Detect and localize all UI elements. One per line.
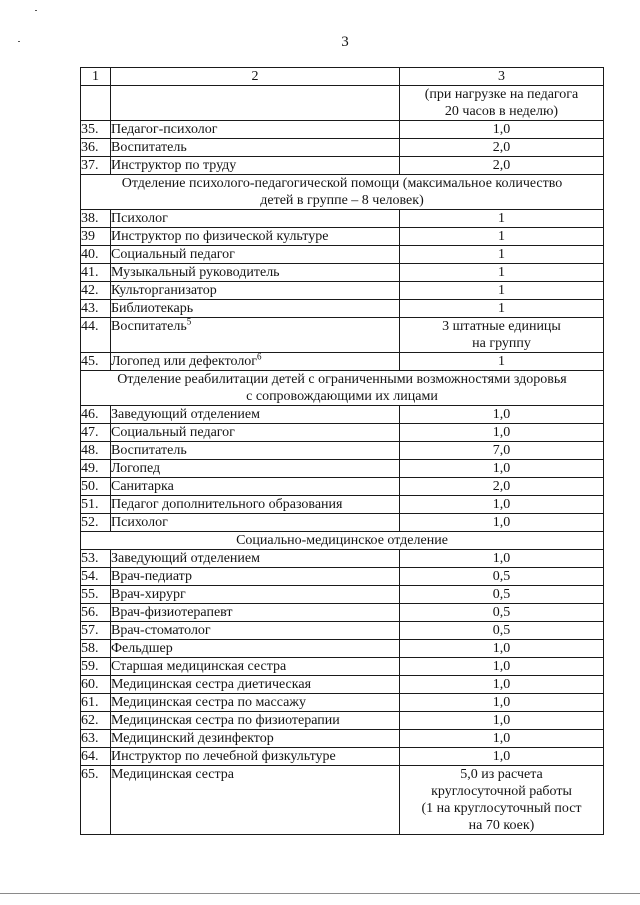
table-row xyxy=(81,604,604,622)
staff-units-value: 1 xyxy=(400,282,604,300)
table-row xyxy=(81,712,604,730)
row-number: 43. xyxy=(81,300,111,318)
position-name: Культорганизатор xyxy=(111,283,217,298)
staff-units-value: 1,0 xyxy=(400,694,604,712)
staff-units-value: 0,5 xyxy=(400,586,604,604)
row-number: 58. xyxy=(81,640,111,658)
table-row xyxy=(81,424,604,442)
table-row xyxy=(81,478,604,496)
row-number: 55. xyxy=(81,586,111,604)
table-row xyxy=(81,157,604,175)
scan-bottom-edge xyxy=(0,893,640,894)
position-cell xyxy=(111,568,400,586)
position-cell xyxy=(111,496,400,514)
staff-units-value: 1,0 xyxy=(400,121,604,139)
column-header-3: 3 xyxy=(400,68,604,86)
table-row xyxy=(81,318,604,353)
staff-units-value: 2,0 xyxy=(400,478,604,496)
position-name: Врач-стоматолог xyxy=(111,623,211,638)
position-name: Инструктор по лечебной физкультуре xyxy=(111,749,336,764)
staff-units-value: 1,0 xyxy=(400,406,604,424)
position-name: Врач-педиатр xyxy=(111,569,192,584)
staff-units-value: 1,0 xyxy=(400,712,604,730)
table-row xyxy=(81,264,604,282)
staff-units-value: 1,0 xyxy=(400,730,604,748)
staff-units-value: 1,0 xyxy=(400,424,604,442)
position-name: Социальный педагог xyxy=(111,425,235,440)
scan-speck xyxy=(35,10,37,11)
staff-units-value: 1 xyxy=(400,228,604,246)
staff-units-value: 1,0 xyxy=(400,640,604,658)
table-row xyxy=(81,694,604,712)
staff-units-value: 1 xyxy=(400,353,604,371)
table-row xyxy=(81,121,604,139)
table-row xyxy=(81,730,604,748)
position-cell xyxy=(111,246,400,264)
staff-units-value: 1 xyxy=(400,246,604,264)
column-header-2: 2 xyxy=(111,68,400,86)
staff-units-value: 7,0 xyxy=(400,442,604,460)
position-name: Воспитатель xyxy=(111,140,187,155)
position-name: Педагог-психолог xyxy=(111,122,218,137)
staff-units-value: 1 xyxy=(400,300,604,318)
row-number: 54. xyxy=(81,568,111,586)
row-number: 41. xyxy=(81,264,111,282)
row-number: 56. xyxy=(81,604,111,622)
position-cell xyxy=(111,730,400,748)
position-cell xyxy=(111,282,400,300)
position-cell xyxy=(111,157,400,175)
position-name: Медицинский дезинфектор xyxy=(111,731,274,746)
staff-units-value: 0,5 xyxy=(400,568,604,586)
position-name: Медицинская сестра диетическая xyxy=(111,677,312,692)
row-number: 38. xyxy=(81,210,111,228)
position-cell xyxy=(111,712,400,730)
position-cell xyxy=(111,460,400,478)
footnote-marker: 6 xyxy=(257,351,262,362)
section-row xyxy=(81,175,604,210)
staff-units-value: 1,0 xyxy=(400,460,604,478)
position-name: Социальный педагог xyxy=(111,247,235,262)
row-number: 46. xyxy=(81,406,111,424)
table-row xyxy=(81,496,604,514)
table-row xyxy=(81,300,604,318)
staff-units-value: (при нагрузке на педагога 20 часов в неделю) xyxy=(400,86,604,121)
table-row xyxy=(81,676,604,694)
row-number: 60. xyxy=(81,676,111,694)
position-cell xyxy=(111,139,400,157)
position-cell xyxy=(111,748,400,766)
position-cell xyxy=(111,622,400,640)
position-name: Психолог xyxy=(111,211,168,226)
row-number: 52. xyxy=(81,514,111,532)
row-number: 36. xyxy=(81,139,111,157)
position-cell xyxy=(111,694,400,712)
table-row xyxy=(81,550,604,568)
position-cell xyxy=(111,318,400,353)
scan-speck xyxy=(18,41,20,42)
position-cell xyxy=(111,658,400,676)
row-number: 64. xyxy=(81,748,111,766)
position-name: Библиотекарь xyxy=(111,301,194,316)
position-name: Инструктор по труду xyxy=(111,158,237,173)
position-cell xyxy=(111,86,400,121)
position-name: Воспитатель xyxy=(111,319,187,334)
footnote-marker: 5 xyxy=(186,316,192,327)
row-number: 61. xyxy=(81,694,111,712)
row-number: 63. xyxy=(81,730,111,748)
staff-units-value: 1,0 xyxy=(400,514,604,532)
position-name: Инструктор по физической культуре xyxy=(111,229,329,244)
table-row xyxy=(81,766,604,835)
position-name: Логопед или дефектолог xyxy=(111,354,258,369)
staff-units-value: 5,0 из расчета круглосуточной работы (1 на круглосуточный пост на 70 коек) xyxy=(400,766,604,835)
staff-units-value: 0,5 xyxy=(400,604,604,622)
table-row xyxy=(81,353,604,371)
position-cell xyxy=(111,300,400,318)
staff-units-value: 0,5 xyxy=(400,622,604,640)
row-number: 50. xyxy=(81,478,111,496)
row-number: 57. xyxy=(81,622,111,640)
table-row xyxy=(81,640,604,658)
position-cell xyxy=(111,424,400,442)
page-number: 3 xyxy=(341,34,349,50)
row-number: 65. xyxy=(81,766,111,835)
table-row xyxy=(81,86,604,121)
row-number: 42. xyxy=(81,282,111,300)
row-number: 39 xyxy=(81,228,111,246)
row-number: 51. xyxy=(81,496,111,514)
row-number: 40. xyxy=(81,246,111,264)
table-row xyxy=(81,228,604,246)
position-cell xyxy=(111,766,400,835)
column-header-1: 1 xyxy=(81,68,111,86)
position-name: Врач-физиотерапевт xyxy=(111,605,233,620)
position-name: Заведующий отделением xyxy=(111,407,260,422)
table-row xyxy=(81,568,604,586)
position-cell xyxy=(111,406,400,424)
position-name: Педагог дополнительного образования xyxy=(111,497,343,512)
table-row xyxy=(81,442,604,460)
position-cell xyxy=(111,640,400,658)
table-row xyxy=(81,586,604,604)
position-name: Медицинская сестра по массажу xyxy=(111,695,306,710)
position-cell xyxy=(111,442,400,460)
staff-units-value: 1,0 xyxy=(400,676,604,694)
position-name: Медицинская сестра по физиотерапии xyxy=(111,713,340,728)
position-cell xyxy=(111,550,400,568)
position-cell xyxy=(111,121,400,139)
row-number: 49. xyxy=(81,460,111,478)
table-row xyxy=(81,246,604,264)
row-number: 35. xyxy=(81,121,111,139)
position-name: Врач-хирург xyxy=(111,587,186,602)
staff-units-value: 3 штатные единицы на группу xyxy=(400,318,604,353)
row-number: 45. xyxy=(81,353,111,371)
staff-units-value: 2,0 xyxy=(400,139,604,157)
position-name: Воспитатель xyxy=(111,443,187,458)
position-name: Медицинская сестра xyxy=(111,767,235,782)
section-heading: Отделение реабилитации детей с ограниченными возможностями здоровья с сопровождающими их лицами xyxy=(81,371,604,406)
row-number: 62. xyxy=(81,712,111,730)
position-cell xyxy=(111,478,400,496)
row-number: 53. xyxy=(81,550,111,568)
table-row xyxy=(81,514,604,532)
section-heading: Отделение психолого-педагогической помощи (максимальное количество детей в группе – 8 человек) xyxy=(81,175,604,210)
section-row xyxy=(81,371,604,406)
position-name: Фельдшер xyxy=(111,641,173,656)
section-row xyxy=(81,532,604,550)
staffing-table xyxy=(80,67,604,835)
staff-units-value: 1 xyxy=(400,264,604,282)
position-cell xyxy=(111,228,400,246)
staff-units-value: 1,0 xyxy=(400,658,604,676)
table-row xyxy=(81,282,604,300)
row-number xyxy=(81,86,111,121)
position-cell xyxy=(111,676,400,694)
table-row xyxy=(81,748,604,766)
table-row xyxy=(81,210,604,228)
staff-units-value: 1,0 xyxy=(400,550,604,568)
staff-units-value: 2,0 xyxy=(400,157,604,175)
staff-units-value: 1 xyxy=(400,210,604,228)
table-row xyxy=(81,406,604,424)
position-name: Заведующий отделением xyxy=(111,551,260,566)
row-number: 59. xyxy=(81,658,111,676)
row-number: 47. xyxy=(81,424,111,442)
position-name: Психолог xyxy=(111,515,168,530)
position-cell xyxy=(111,604,400,622)
position-name: Музыкальный руководитель xyxy=(111,265,280,280)
table-row xyxy=(81,658,604,676)
row-number: 37. xyxy=(81,157,111,175)
section-heading: Социально-медицинское отделение xyxy=(81,532,604,550)
position-cell xyxy=(111,514,400,532)
row-number: 48. xyxy=(81,442,111,460)
position-name: Санитарка xyxy=(111,479,174,494)
table-row xyxy=(81,139,604,157)
position-cell xyxy=(111,210,400,228)
table-row xyxy=(81,460,604,478)
position-name: Старшая медицинская сестра xyxy=(111,659,287,674)
table-row xyxy=(81,622,604,640)
position-name: Логопед xyxy=(111,461,161,476)
position-cell xyxy=(111,586,400,604)
position-cell xyxy=(111,353,400,371)
staff-units-value: 1,0 xyxy=(400,496,604,514)
row-number: 44. xyxy=(81,318,111,353)
table-header-row xyxy=(81,68,604,86)
position-cell xyxy=(111,264,400,282)
staff-units-value: 1,0 xyxy=(400,748,604,766)
